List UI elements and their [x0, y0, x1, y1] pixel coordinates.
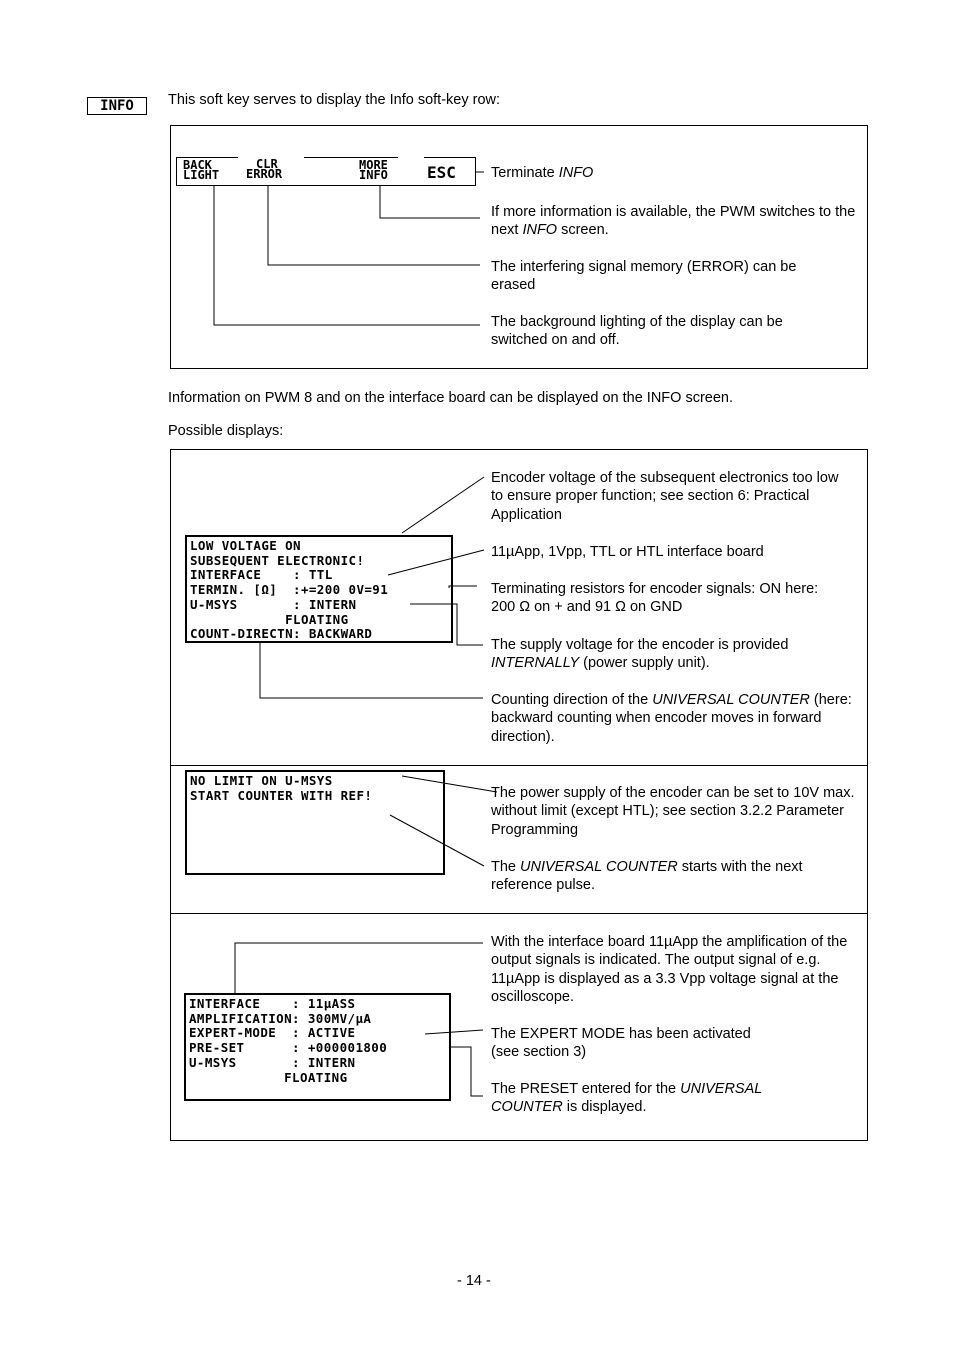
- desc-amplification: With the interface board 11µApp the amplification of the output signals is indicated. The output signal of e.g. 11µApp is displayed as a 3.3 Vpp voltage signal at the oscilloscope.: [491, 934, 848, 1006]
- desc-interface: 11µApp, 1Vpp, TTL or HTL interface board: [491, 544, 764, 560]
- desc-supply: The supply voltage for the encoder is provided INTERNALLY (power supply unit).: [491, 637, 789, 672]
- desc-power-supply: The power supply of the encoder can be set to 10V max. without limit (except HTL); see section 3.2.2 Parameter Programming: [491, 785, 855, 838]
- desc-termin: Terminating resistors for encoder signals: ON here: 200 Ω on + and 91 Ω on GND: [491, 581, 819, 616]
- lcd-display-3: INTERFACE : 11µASS AMPLIFICATION: 300MV/µA EXPERT-MODE : ACTIVE PRE-SET : +000001800 U-MSYS : INTERN FLOATING: [184, 993, 451, 1101]
- desc-backlight: The background lighting of the display can be switched on and off.: [491, 314, 783, 349]
- desc-start-counter: The UNIVERSAL COUNTER starts with the next reference pulse.: [491, 859, 803, 894]
- softkey-clr-error: CLR ERROR: [246, 157, 283, 181]
- paragraph-possible-displays: Possible displays:: [168, 423, 284, 439]
- desc-clr-error: The interfering signal memory (ERROR) can be erased: [491, 259, 797, 294]
- page-number: - 14 -: [457, 1273, 491, 1289]
- desc-preset: The PRESET entered for the UNIVERSAL COUNTER is displayed.: [491, 1081, 763, 1116]
- info-softkey: INFO: [87, 97, 147, 115]
- intro-text: This soft key serves to display the Info soft-key row:: [168, 92, 501, 108]
- desc-more-info: If more information is available, the PWM switches to the next INFO screen.: [491, 204, 856, 239]
- paragraph-info-screen: Information on PWM 8 and on the interface board can be displayed on the INFO screen.: [168, 390, 734, 406]
- desc-count-direction: Counting direction of the UNIVERSAL COUNTER (here: backward counting when encoder moves in forward direction).: [491, 692, 852, 745]
- softkey-backlight: BACK LIGHT: [183, 158, 220, 182]
- lcd-display-1: LOW VOLTAGE ON SUBSEQUENT ELECTRONIC! INTERFACE : TTL TERMIN. [Ω] :+=200 0V=91 U-MSYS : INTERN FLOATING COUNT-DIRECTN: BACKWARD: [185, 535, 453, 643]
- softkey-more-info: MORE INFO: [359, 158, 388, 182]
- desc-low-voltage: Encoder voltage of the subsequent electronics too low to ensure proper function; see section 6: Practical Application: [491, 470, 839, 523]
- softkey-esc: ESC: [427, 163, 456, 182]
- lcd-display-2: NO LIMIT ON U-MSYS START COUNTER WITH REF!: [185, 770, 445, 875]
- desc-expert-mode: The EXPERT MODE has been activated (see section 3): [491, 1026, 751, 1061]
- desc-terminate: Terminate INFO: [491, 165, 594, 181]
